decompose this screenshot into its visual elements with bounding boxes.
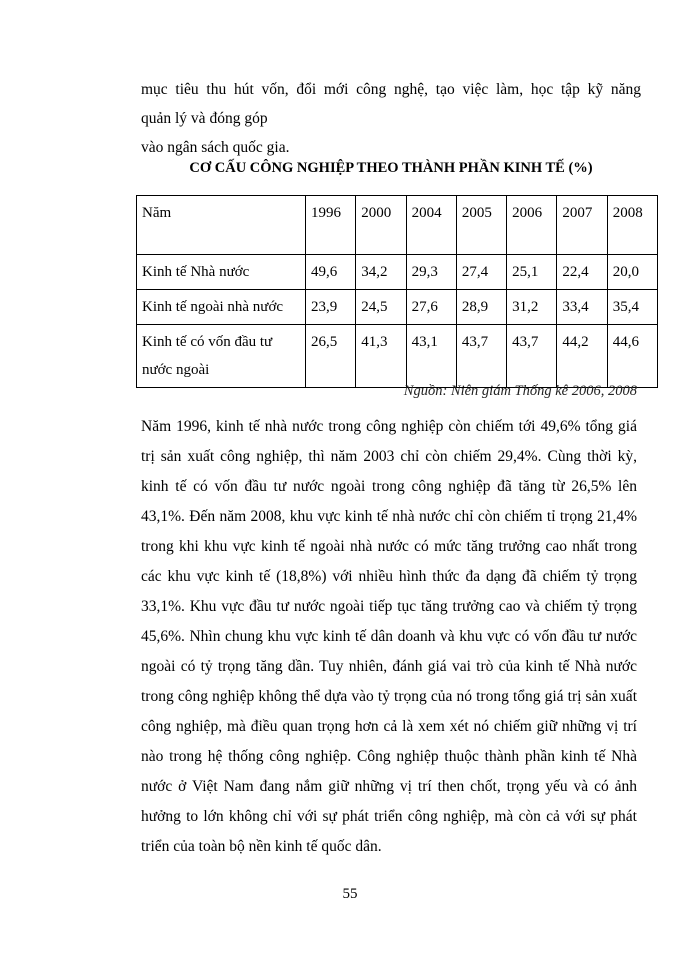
page-number: 55 (342, 886, 358, 902)
table-row (137, 325, 658, 388)
table-header-row (137, 196, 658, 255)
value-cell: 23,9 (306, 290, 356, 325)
value-cell: 26,5 (306, 325, 356, 388)
row-label-cell: Kinh tế Nhà nước (137, 255, 306, 290)
value-cell: 25,1 (507, 255, 557, 290)
intro-line-3: vào ngân sách quốc gia. (141, 139, 290, 156)
row-label-cell: Kinh tế ngoài nhà nước (137, 290, 306, 325)
body-text: Năm 1996, kinh tế nhà nước trong công nghiệp còn chiếm tới 49,6% tổng giá trị sản xuất công nghiệp, thì năm 2003 chỉ còn chiếm 29,4%. Cùng thời kỳ, kinh tế có vốn đầu tư nước ngoài trong công nghiệp đã tăng từ 26,5% lên 43,1%. Đến năm 2008, khu vực kinh tế nhà nước chỉ còn chiếm tỉ trọng 21,4% trong khi khu vực kinh tế ngoài nhà nước có mức tăng trưởng cao nhất trong các khu vực kinh tế (18,8%) với nhiều hình thức đa dạng đã chiếm tỷ trọng 33,1%. Khu vực đầu tư nước ngoài tiếp tục tăng trưởng cao và chiếm tỷ trọng 45,6%. Nhìn chung khu vực kinh tế dân doanh và khu vực có vốn đầu tư nước ngoài có tỷ trọng tăng dần. Tuy nhiên, đánh giá vai trò của kinh tế Nhà nước trong công nghiệp không thể dựa vào tỷ trọng của nó trong tổng giá trị sản xuất công nghiệp, mà điều quan trọng hơn cả là xem xét nó chiếm giữ những vị trí nào trong hệ thống công nghiệp. Công nghiệp thuộc thành phần kinh tế Nhà nước ở Việt Nam đang nắm giữ những vị trí then chốt, trọng yếu và có ảnh hưởng to lớn không chỉ với sự phát triển công nghiệp, mà còn cả với sự phát triển của toàn bộ nền kinh tế quốc dân. (141, 418, 637, 855)
year-cell: 1996 (306, 196, 356, 255)
data-table (136, 195, 658, 388)
value-cell: 49,6 (306, 255, 356, 290)
intro-paragraph (141, 75, 641, 162)
value-cell: 24,5 (356, 290, 406, 325)
intro-line-1: mục tiêu thu hút vốn, đổi mới công nghệ, tạo việc làm, học tập kỹ năng (141, 81, 641, 98)
value-cell: 31,2 (507, 290, 557, 325)
value-cell: 22,4 (557, 255, 607, 290)
header-label-cell: Năm (137, 196, 306, 255)
year-cell: 2006 (507, 196, 557, 255)
year-cell: 2007 (557, 196, 607, 255)
value-cell: 44,2 (557, 325, 607, 388)
value-cell: 33,4 (557, 290, 607, 325)
row-label-cell: Kinh tế có vốn đầu tư nước ngoài (137, 325, 306, 388)
intro-line-2: quản lý và đóng góp (141, 110, 268, 127)
value-cell: 29,3 (406, 255, 456, 290)
value-cell: 20,0 (607, 255, 657, 290)
year-cell: 2008 (607, 196, 657, 255)
value-cell: 28,9 (456, 290, 506, 325)
value-cell: 35,4 (607, 290, 657, 325)
year-cell: 2000 (356, 196, 406, 255)
year-cell: 2005 (456, 196, 506, 255)
value-cell: 27,4 (456, 255, 506, 290)
value-cell: 41,3 (356, 325, 406, 388)
value-cell: 44,6 (607, 325, 657, 388)
table-row (137, 255, 658, 290)
body-paragraph (141, 412, 637, 862)
year-cell: 2004 (406, 196, 456, 255)
table-title: CƠ CẤU CÔNG NGHIỆP THEO THÀNH PHẦN KINH TẾ (%) (189, 160, 593, 176)
value-cell: 43,1 (406, 325, 456, 388)
value-cell: 27,6 (406, 290, 456, 325)
table-row (137, 290, 658, 325)
source-note: Nguồn: Niên giám Thống kê 2006, 2008 (403, 383, 637, 399)
value-cell: 43,7 (456, 325, 506, 388)
value-cell: 34,2 (356, 255, 406, 290)
value-cell: 43,7 (507, 325, 557, 388)
